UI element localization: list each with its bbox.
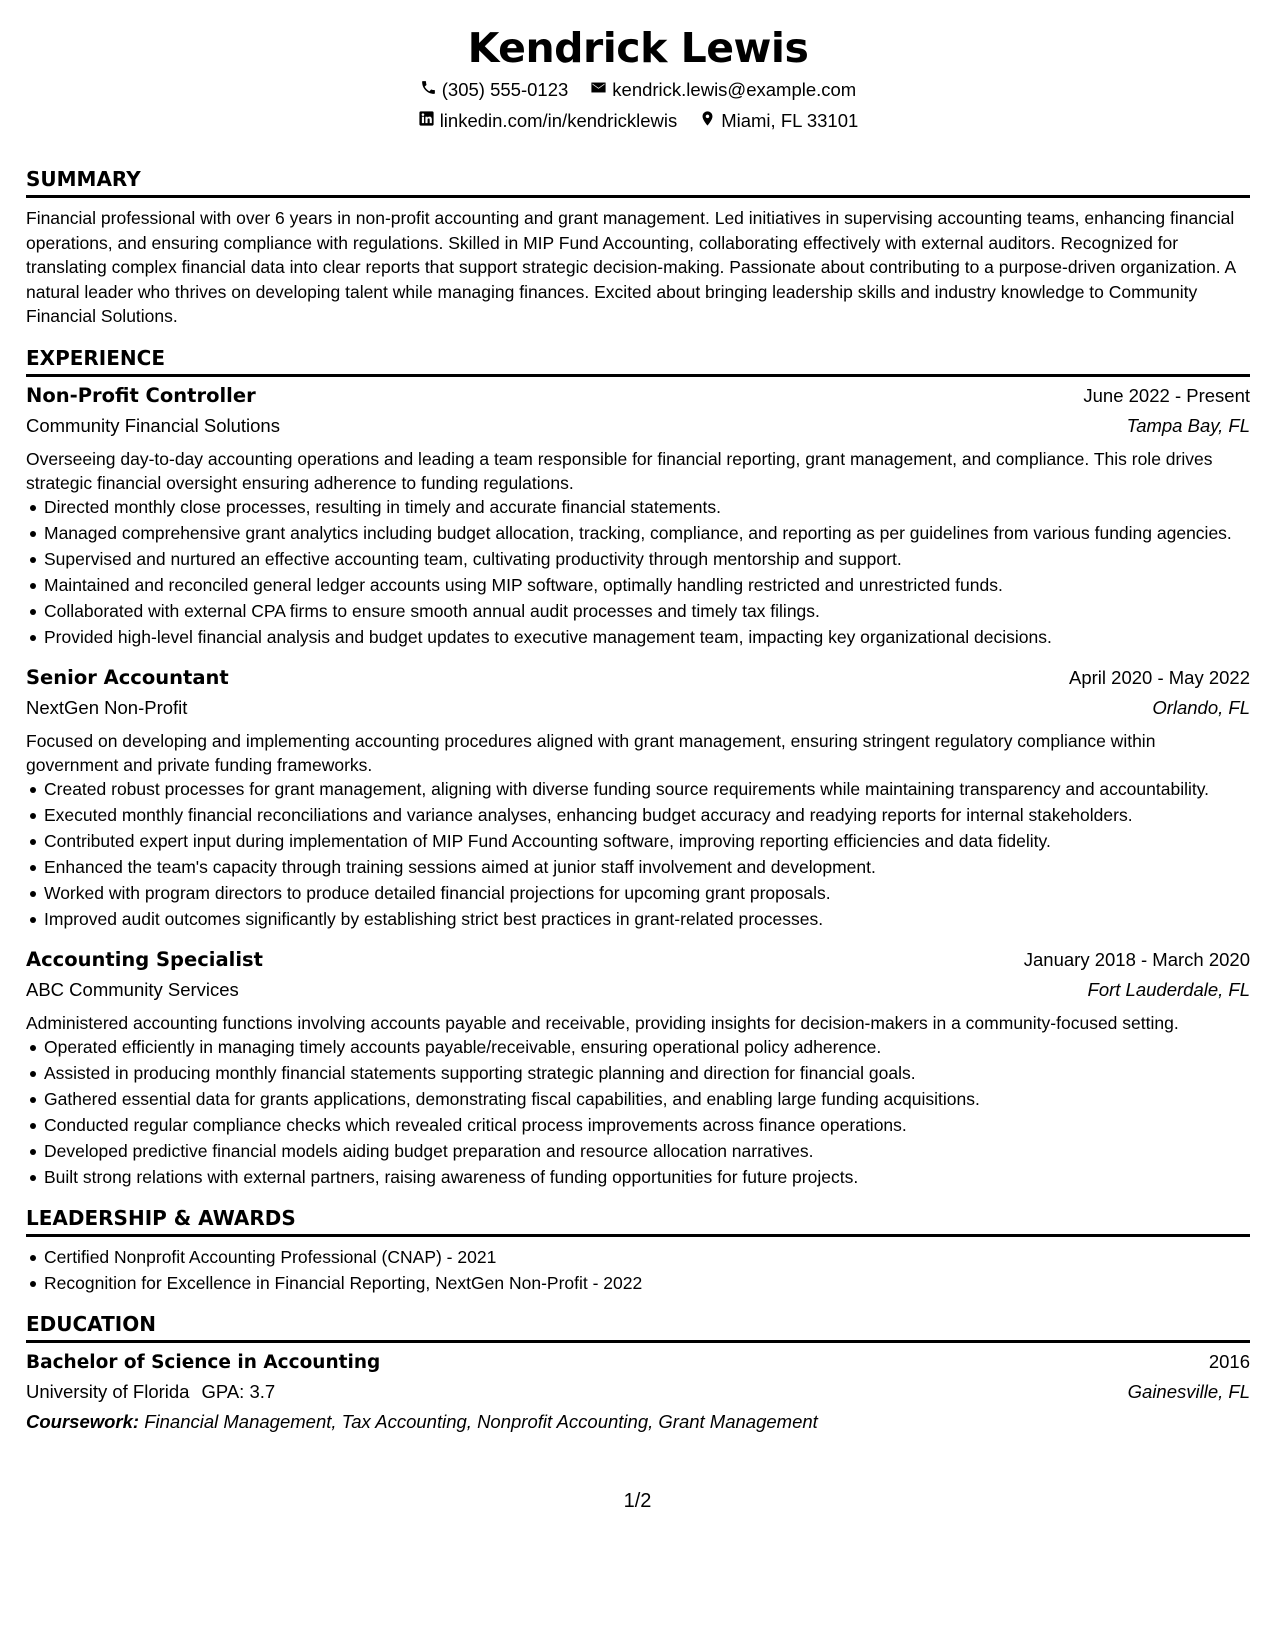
education-section (26, 1311, 1250, 1437)
job-dates: January 2018 - March 2020 (1023, 948, 1250, 970)
coursework-label: Coursework: (26, 1410, 140, 1432)
experience-section (26, 345, 1250, 1189)
list-item: Assisted in producing monthly financial statements supporting strategic planning and direction for financial goals. (26, 1061, 1250, 1085)
list-item: Improved audit outcomes significantly by establishing strict best practices in grant-related processes. (26, 907, 1250, 931)
school-line (26, 1377, 275, 1407)
graduation-year: 2016 (1208, 1350, 1250, 1372)
job-dates: June 2022 - Present (1083, 384, 1250, 406)
section-title: SUMMARY (26, 166, 1250, 198)
list-item: Created robust processes for grant management, aligning with diverse funding source requirements while maintaining transparency and accountability. (26, 777, 1250, 801)
list-item: Supervised and nurtured an effective accounting team, cultivating productivity through mentorship and support. (26, 547, 1250, 571)
list-item: Enhanced the team's capacity through training sessions aimed at junior staff involvement and development. (26, 855, 1250, 879)
section-title: LEADERSHIP & AWARDS (26, 1205, 1250, 1237)
list-item: Collaborated with external CPA firms to ensure smooth annual audit processes and timely tax filings. (26, 599, 1250, 623)
job-entry (26, 381, 1250, 649)
location-text: Miami, FL 33101 (721, 110, 859, 131)
phone-icon (420, 74, 437, 105)
list-item: Built strong relations with external partners, raising awareness of funding opportunities for future projects. (26, 1165, 1250, 1189)
gpa: GPA: 3.7 (201, 1380, 276, 1402)
contact-phone (420, 74, 569, 105)
resume-header (26, 0, 1250, 136)
coursework-line (26, 1407, 1250, 1437)
phone-number: (305) 555-0123 (441, 79, 569, 100)
list-item: Provided high-level financial analysis and budget updates to executive management team, impacting key organizational decisions. (26, 625, 1250, 649)
contact-line-1 (26, 74, 1250, 105)
awards-list (26, 1245, 1250, 1295)
summary-text: Financial professional with over 6 years in non-profit accounting and grant management. Led initiatives in supervising accounting teams, enhancing financial operations, and ensuring compliance with regulations. Skilled in MIP Fund Accounting, collaborating effectively with external auditors. Recognized for translating complex financial data into clear reports that support strategic decision-making. Passionate about contributing to a purpose-driven organization. A natural leader who thrives on developing talent while managing finances. Excited about bringing leadership skills and industry knowledge to Community Financial Solutions. (26, 208, 1236, 326)
job-entry (26, 663, 1250, 931)
job-description: Overseeing day-to-day accounting operations and leading a team responsible for financial reporting, grant management, and compliance. This role drives strategic financial oversight ensuring adherence to funding regulations. (26, 448, 1213, 493)
job-location: Fort Lauderdale, FL (1087, 978, 1250, 1000)
contact-location (699, 105, 858, 136)
list-item: Recognition for Excellence in Financial Reporting, NextGen Non-Profit - 2022 (26, 1271, 1250, 1295)
job-bullets (26, 777, 1250, 931)
job-bullets (26, 495, 1250, 649)
job-title: Accounting Specialist (26, 947, 263, 971)
company-name: NextGen Non-Profit (26, 696, 188, 718)
job-dates: April 2020 - May 2022 (1069, 666, 1250, 688)
job-description: Focused on developing and implementing accounting procedures aligned with grant management, ensuring stringent regulatory compliance within government and private funding frameworks. (26, 730, 1156, 775)
company-name: Community Financial Solutions (26, 414, 280, 436)
list-item: Worked with program directors to produce detailed financial projections for upcoming grant proposals. (26, 881, 1250, 905)
degree-title: Bachelor of Science in Accounting (26, 1351, 381, 1373)
page-number: 1/2 (623, 1490, 652, 1512)
awards-section (26, 1205, 1250, 1295)
envelope-icon (590, 74, 607, 105)
section-title: EXPERIENCE (26, 345, 1250, 377)
list-item: Executed monthly financial reconciliations and variance analyses, enhancing budget accuracy and readying reports for internal stakeholders. (26, 803, 1250, 827)
job-bullets (26, 1035, 1250, 1189)
job-location: Orlando, FL (1152, 696, 1250, 718)
email-address[interactable]: kendrick.lewis@example.com (612, 79, 857, 100)
job-title: Non-Profit Controller (26, 383, 256, 407)
summary-section (26, 166, 1250, 329)
job-description: Administered accounting functions involving accounts payable and receivable, providing insights for decision-makers in a community-focused setting. (26, 1012, 1179, 1033)
list-item: Directed monthly close processes, resulting in timely and accurate financial statements. (26, 495, 1250, 519)
job-title: Senior Accountant (26, 665, 229, 689)
list-item: Contributed expert input during implementation of MIP Fund Accounting software, improving reporting efficiencies and data fidelity. (26, 829, 1250, 853)
list-item: Gathered essential data for grants applications, demonstrating fiscal capabilities, and enabling large funding acquisitions. (26, 1087, 1250, 1111)
section-title: EDUCATION (26, 1311, 1250, 1343)
list-item: Developed predictive financial models aiding budget preparation and resource allocation narratives. (26, 1139, 1250, 1163)
linkedin-url[interactable]: linkedin.com/in/kendricklewis (439, 110, 678, 131)
candidate-name: Kendrick Lewis (467, 24, 809, 72)
job-location: Tampa Bay, FL (1126, 414, 1250, 436)
map-pin-icon (699, 105, 716, 136)
list-item: Conducted regular compliance checks which revealed critical process improvements across finance operations. (26, 1113, 1250, 1137)
list-item: Managed comprehensive grant analytics including budget allocation, tracking, compliance, and reporting as per guidelines from various funding agencies. (26, 521, 1250, 545)
contact-line-2 (26, 105, 1250, 136)
job-entry (26, 945, 1250, 1189)
contact-email[interactable] (590, 74, 856, 105)
list-item: Certified Nonprofit Accounting Professional (CNAP) - 2021 (26, 1245, 1250, 1269)
coursework-list: Financial Management, Tax Accounting, Nonprofit Accounting, Grant Management (144, 1410, 818, 1432)
resume-page (26, 0, 1250, 1437)
list-item: Maintained and reconciled general ledger accounts using MIP software, optimally handling restricted and unrestricted funds. (26, 573, 1250, 597)
school-location: Gainesville, FL (1127, 1380, 1250, 1402)
linkedin-icon (418, 105, 435, 136)
list-item: Operated efficiently in managing timely accounts payable/receivable, ensuring operational policy adherence. (26, 1035, 1250, 1059)
company-name: ABC Community Services (26, 978, 239, 1000)
school-name: University of Florida (26, 1380, 190, 1402)
contact-linkedin[interactable] (418, 105, 678, 136)
